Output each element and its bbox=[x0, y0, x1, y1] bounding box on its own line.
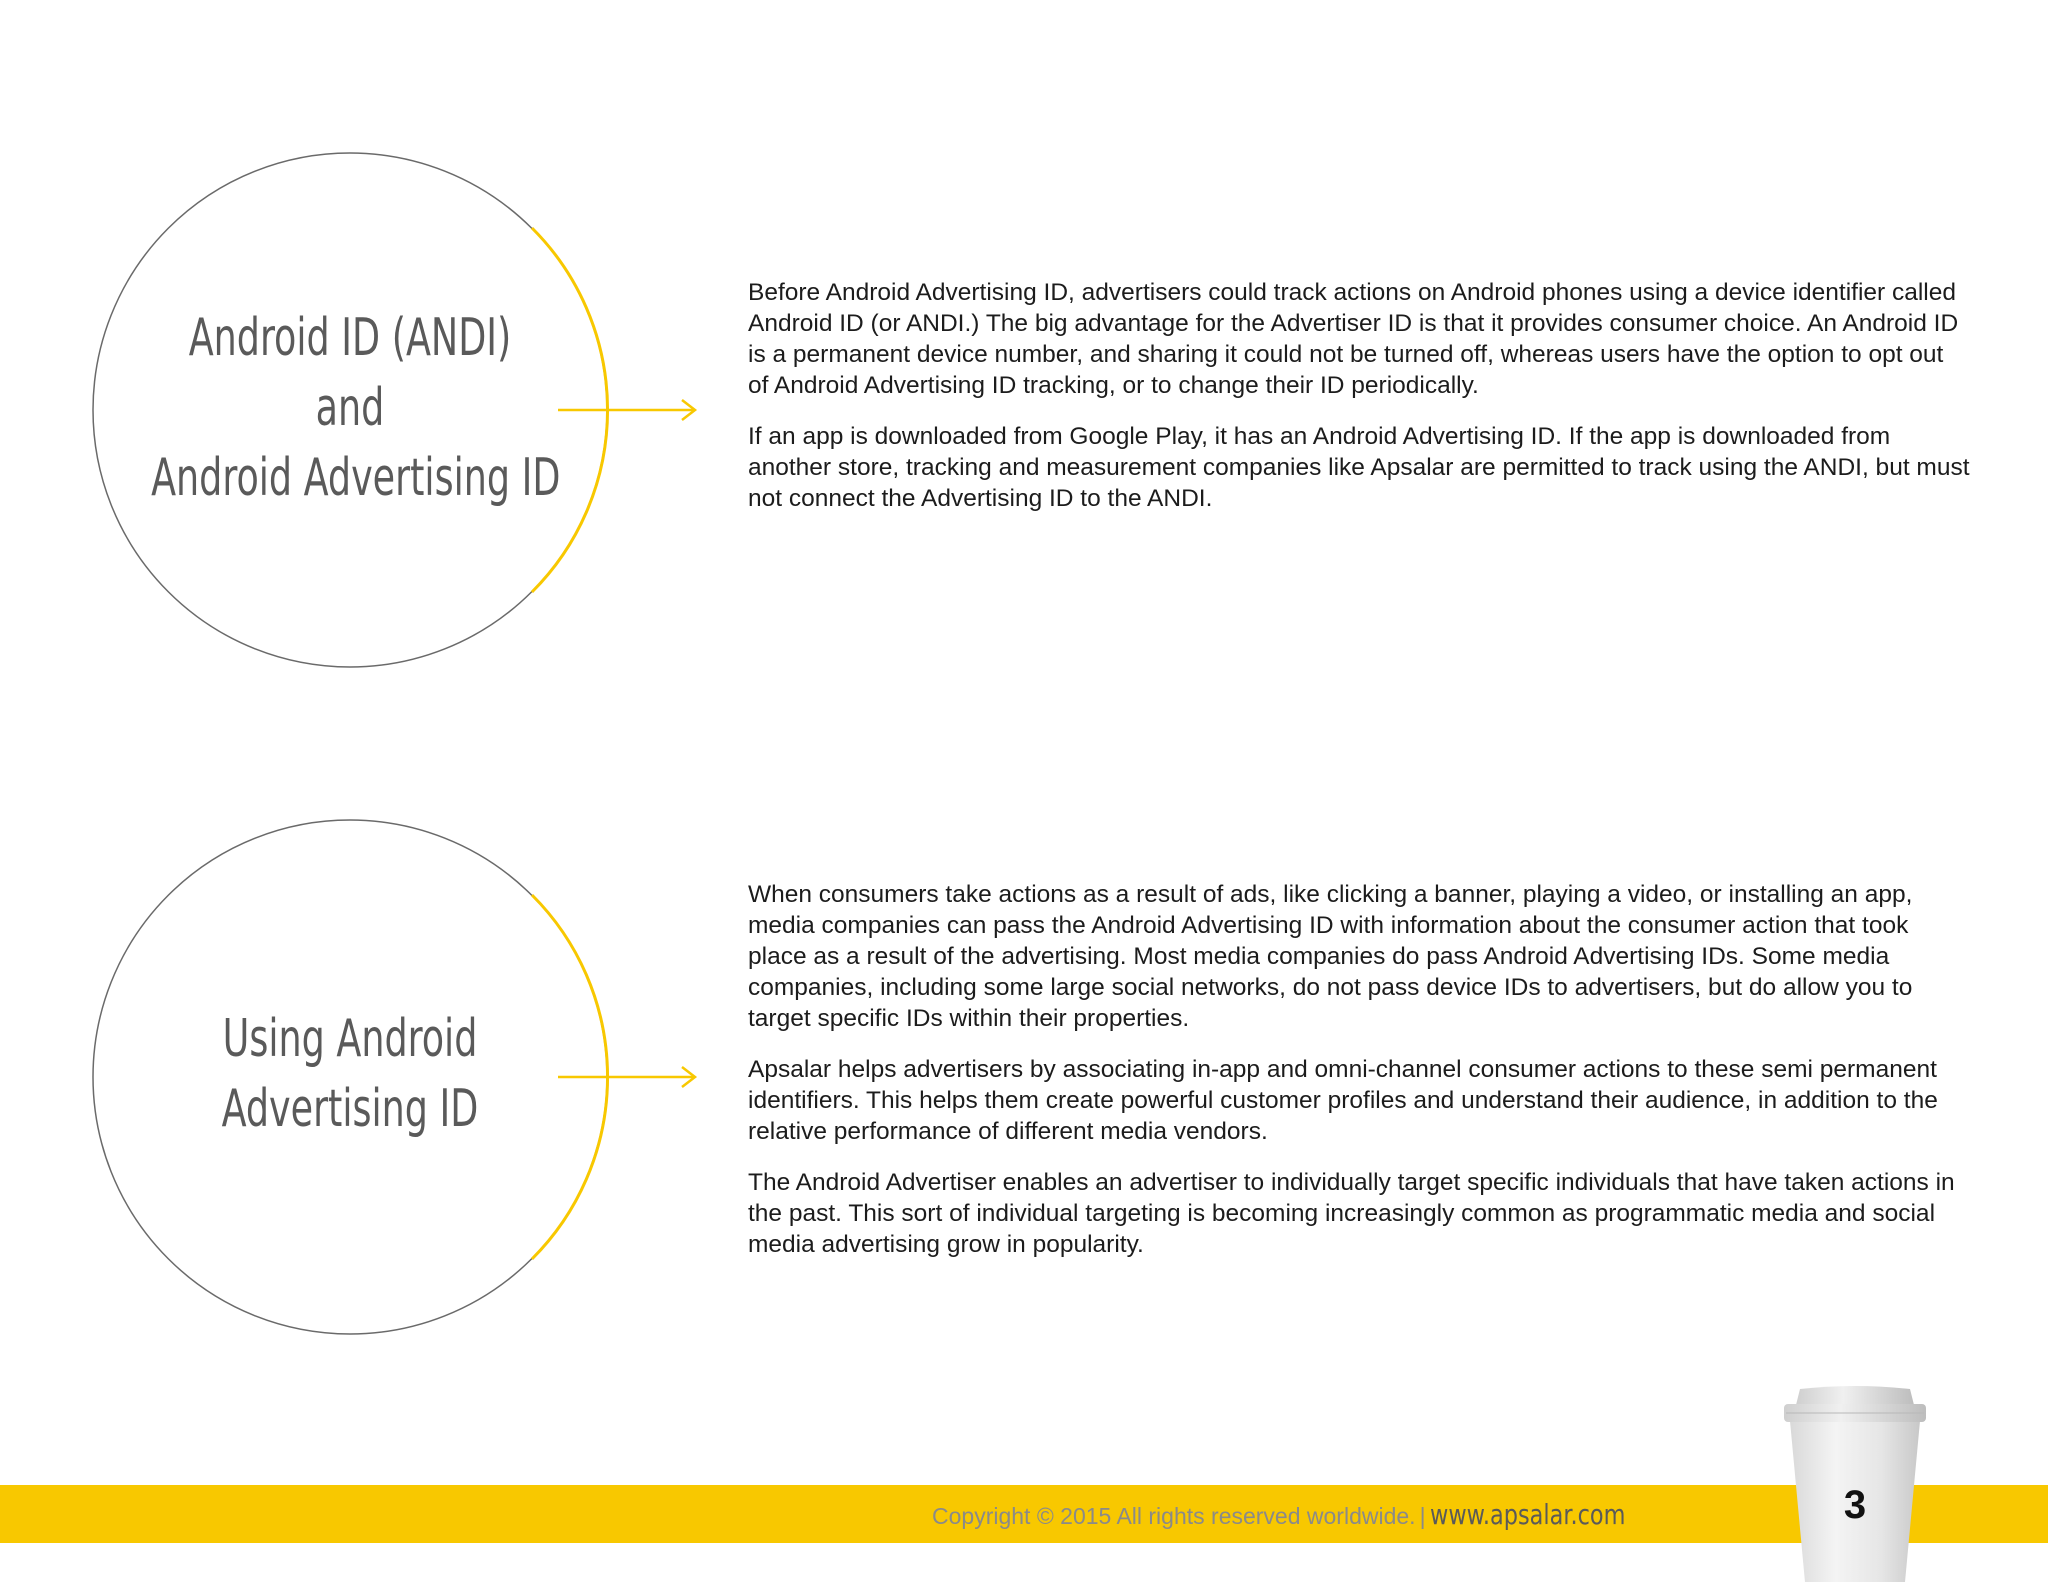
body-paragraph: If an app is downloaded from Google Play, it has an Android Advertising ID. If the app is downloaded from another store, tracking and measurement companies like Apsalar are permitted to track using the ANDI, but must not connect the Advertising ID to the ANDI. bbox=[748, 423, 1970, 512]
section-title-line: Advertising ID bbox=[221, 1079, 479, 1139]
page-number: 3 bbox=[1843, 1483, 1867, 1527]
section-title-line: and bbox=[315, 378, 385, 438]
body-paragraph: Before Android Advertising ID, advertisers could track actions on Android phones using a device identifier called Android ID (or ANDI.) The big advantage for the Advertiser ID is that it provides consumer choice. An Android ID is a permanent device number, and sharing it could not be turned off, whereas users have the option to opt out of Android Advertising ID tracking, or to change their ID periodically. bbox=[748, 279, 1959, 399]
section-title-line: Android ID (ANDI) bbox=[188, 308, 512, 368]
section-title bbox=[151, 303, 561, 513]
arrow-right-icon bbox=[558, 400, 695, 420]
footer-text bbox=[932, 1495, 1674, 1535]
section-title-line: Android Advertising ID bbox=[151, 448, 561, 508]
section-body bbox=[748, 879, 1970, 1280]
section-title-line: Using Android bbox=[222, 1009, 478, 1069]
section-title bbox=[151, 1004, 549, 1144]
section-using-advertising-id bbox=[0, 700, 2048, 1350]
section-android-id bbox=[0, 0, 2048, 700]
arrow-right-icon bbox=[558, 1067, 695, 1087]
website-link[interactable]: www.apsalar.com bbox=[1429, 1498, 1625, 1531]
copyright-text: Copyright © 2015 All rights reserved worldwide. bbox=[932, 1503, 1416, 1529]
body-paragraph: When consumers take actions as a result of ads, like clicking a banner, playing a video, or installing an app, media companies can pass the Android Advertising ID with information about the consumer action that took place as a result of the advertising. Most media companies do pass Android Advertising IDs. Some media companies, including some large social networks, do not pass device IDs to advertisers, but do allow you to target specific IDs within their properties. bbox=[748, 881, 1913, 1032]
section-body bbox=[748, 277, 1970, 534]
footer-separator: | bbox=[1419, 1503, 1426, 1529]
body-paragraph: The Android Advertiser enables an advertiser to individually target specific individuals that have taken actions in the past. This sort of individual targeting is becoming increasingly common as programmatic media and social media advertising grow in popularity. bbox=[748, 1169, 1955, 1258]
body-paragraph: Apsalar helps advertisers by associating in-app and omni-channel consumer actions to these semi permanent identifiers. This helps them create powerful customer profiles and understand their audience, in addition to the relative performance of different media vendors. bbox=[748, 1056, 1938, 1145]
